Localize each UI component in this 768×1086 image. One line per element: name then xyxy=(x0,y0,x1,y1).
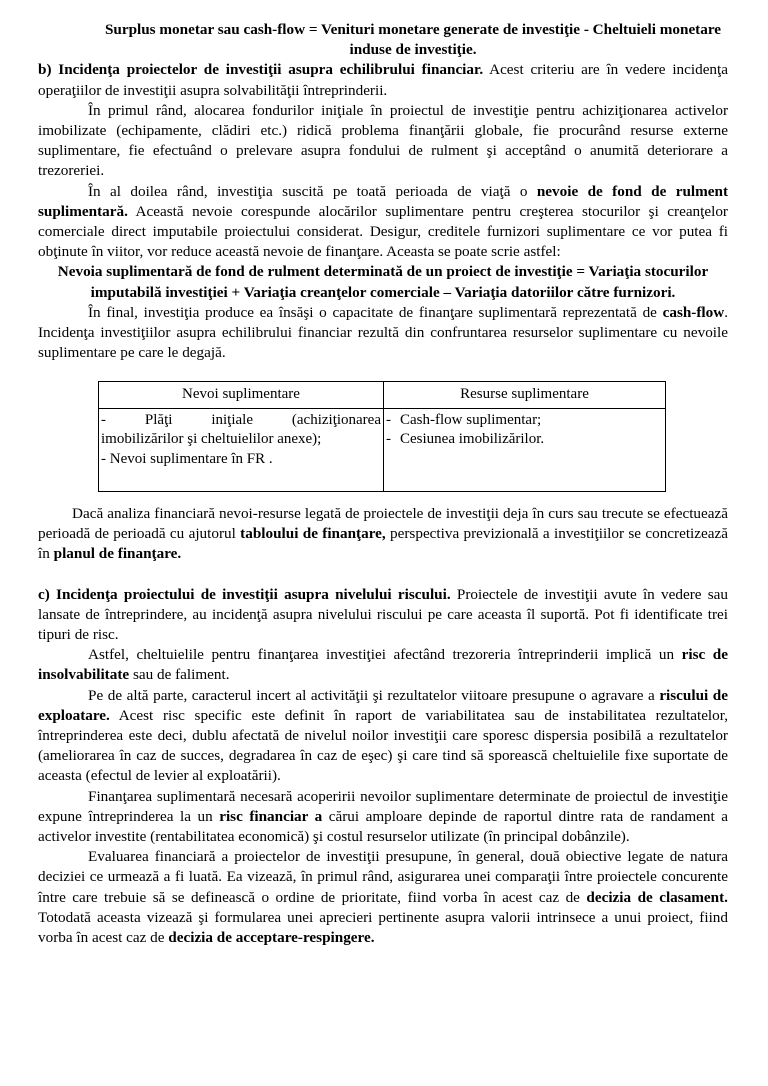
list-item-text: Cash-flow suplimentar; xyxy=(400,411,542,428)
list-dash: - xyxy=(386,431,391,448)
section-b-intro-text: Acest criteriu are în vedere incidenţa operaţiilor de investiţii asupra solvabilităţii întreprinderii. xyxy=(38,61,728,99)
needs-line-1 xyxy=(101,411,381,431)
section-b-paragraph-2 xyxy=(38,182,728,263)
list-item xyxy=(386,411,663,431)
section-c-paragraph-3 xyxy=(38,787,728,848)
list-dash: - xyxy=(386,411,391,428)
section-c-intro xyxy=(38,585,728,646)
table-header-row xyxy=(99,382,666,409)
text-run: Dacă analiza financiară nevoi-resurse legată de proiectele de investiţii deja în curs sau trecute se efectuează perioadă de perioadă cu ajutorul xyxy=(38,504,728,543)
needs-line-2: imobilizărilor şi cheltuielilor anexe); xyxy=(101,431,322,448)
table-header-needs: Nevoi suplimentare xyxy=(99,382,384,409)
needs-cell xyxy=(99,408,384,491)
emphasis-term: cash-flow xyxy=(662,303,725,321)
text-run: Acest risc specific este definit în raport de variabilitatea sau de instabilitatea rezultatelor, întreprinderea este deci, dublu afectată de nivelul noilor investiţii care sporesc dispersia posibilă a rezultatelor (ameliorarea în caz de succes, degradarea în caz de eşec) şi care tind să sporească cheltuielile fixe suportate de aceasta (efectul de levier al exploatării). xyxy=(38,706,728,785)
text-run: - xyxy=(101,411,106,428)
text-run: iniţiale xyxy=(211,411,253,428)
section-c-paragraph-2 xyxy=(38,686,728,787)
emphasis-term: planul de finanţare. xyxy=(53,545,182,563)
text-run: (achiziţionarea xyxy=(291,411,381,428)
emphasis-term: risc financiar a xyxy=(219,807,323,825)
list-item xyxy=(386,430,663,450)
section-c-paragraph-4 xyxy=(38,847,728,948)
financing-plan-paragraph xyxy=(38,504,728,565)
working-capital-formula: Nevoia suplimentară de fond de rulment determinată de un proiect de investiţie = Variaţia stocurilor imputabilă investiţiei + Variaţia creanţelor comerciale – Variaţia datoriilor către furnizori. xyxy=(57,263,709,301)
text-run: Finanţarea suplimentară necesară acoperirii nevoilor suplimentare determinate de proiectul de investiţie expune întreprinderea la un xyxy=(38,787,728,825)
table-row xyxy=(99,408,666,491)
cash-flow-definition: Surplus monetar sau cash-flow = Venituri monetare generate de investiţie - Cheltuieli monetare induse de investiţie. xyxy=(104,21,722,59)
text-run: Pe de altă parte, caracterul incert al activităţii şi rezultatelor viitoare presupune o agravare a xyxy=(88,686,660,704)
emphasis-term: nevoie de fond de rulment suplimentară. xyxy=(38,182,729,220)
needs-resources-table xyxy=(98,381,666,492)
text-run: În al doilea rând, investiţia suscită pe toată perioada de viaţă o xyxy=(88,182,537,200)
section-b-paragraph-1: În primul rând, alocarea fondurilor iniţiale în proiectul de investiţie pentru achiziţionarea activelor imobilizate (echipamente, clădiri etc.) ridică problema finanţării globale, fie procurând resurse externe suplimentare, fie efectuând o prelevare asupra fondului de rulment şi acceptând o anumită deteriorare a trezoreriei. xyxy=(38,101,728,180)
text-run: . Incidenţa investiţiilor asupra echilibrului financiar rezultă din confruntarea resurselor suplimentare cu nevoile suplimentare pe care le degajă. xyxy=(38,303,728,362)
section-c-paragraph-1 xyxy=(38,645,728,685)
resources-cell xyxy=(384,408,666,491)
text-run: Totodată aceasta vizează şi formularea unei aprecieri pertinente asupra valorii intrinsece a unui proiect, fiind vorba în acest caz de xyxy=(38,908,728,947)
text-run: perspectiva previzională a investiţiilor se concretizează în xyxy=(38,525,728,563)
text-run: Astfel, cheltuielile pentru finanţarea investiţiei afectând trezoreria întreprinderii implică un xyxy=(88,646,682,664)
list-item-text: Cesiunea imobilizărilor. xyxy=(400,431,545,448)
emphasis-term: tabloului de finanţare, xyxy=(240,525,386,543)
emphasis-term: decizia de clasament. xyxy=(586,888,728,906)
section-c-title: c) Incidenţa proiectului de investiţii asupra nivelului riscului. xyxy=(38,585,451,603)
text-run: În final, investiţia produce ea însăşi o capacitate de finanţare suplimentară reprezentată de xyxy=(88,303,663,321)
text-run: Această nevoie corespunde alocărilor suplimentare pentru creşterea stocurilor şi creanţelor comerciale direct imputabile proiectului considerat. Desigur, creditele furnizori suplimentare ce vor putea fi obţinute în viitor, vor reduce această nevoie de finanţare. Aceasta se poate scrie astfel: xyxy=(38,202,728,261)
section-b-intro xyxy=(38,60,728,100)
document-page xyxy=(38,20,728,948)
emphasis-term: riscului de exploatare. xyxy=(38,686,728,724)
text-run: Evaluarea financiară a proiectelor de investiţii presupune, în general, două obiective legate de natura deciziei ce urmează a fi luată. Ea vizează, în primul rând, asigurarea unei comparaţii între proiectele concurente între care trebuie să se definească o ordine de prioritate, fiind vorba în acest caz de xyxy=(38,848,728,906)
section-c-intro-text: Proiectele de investiţii avute în vedere sau lansate de întreprindere, au incidenţă asupra nivelului riscului pe care aceasta îl suportă. Pot fi identificate trei tipuri de risc. xyxy=(38,585,728,643)
emphasis-term: risc de insolvabilitate xyxy=(38,646,728,684)
emphasis-term: decizia de acceptare-respingere. xyxy=(168,929,375,947)
section-b-paragraph-3 xyxy=(38,303,728,364)
text-run: cărui amploare depinde de raportul dintre rata de randament a activelor investite (rentabilitatea economică) şi costul resurselor utilizate (în principal dobânzile). xyxy=(38,807,728,845)
spacer xyxy=(38,565,728,585)
text-run: sau de faliment. xyxy=(129,666,230,684)
needs-line-3: - Nevoi suplimentare în FR . xyxy=(101,450,273,467)
table-header-resources: Resurse suplimentare xyxy=(384,382,666,409)
text-run: Plăţi xyxy=(144,411,173,428)
section-b-title: b) Incidenţa proiectelor de investiţii asupra echilibrului financiar. xyxy=(38,61,484,79)
